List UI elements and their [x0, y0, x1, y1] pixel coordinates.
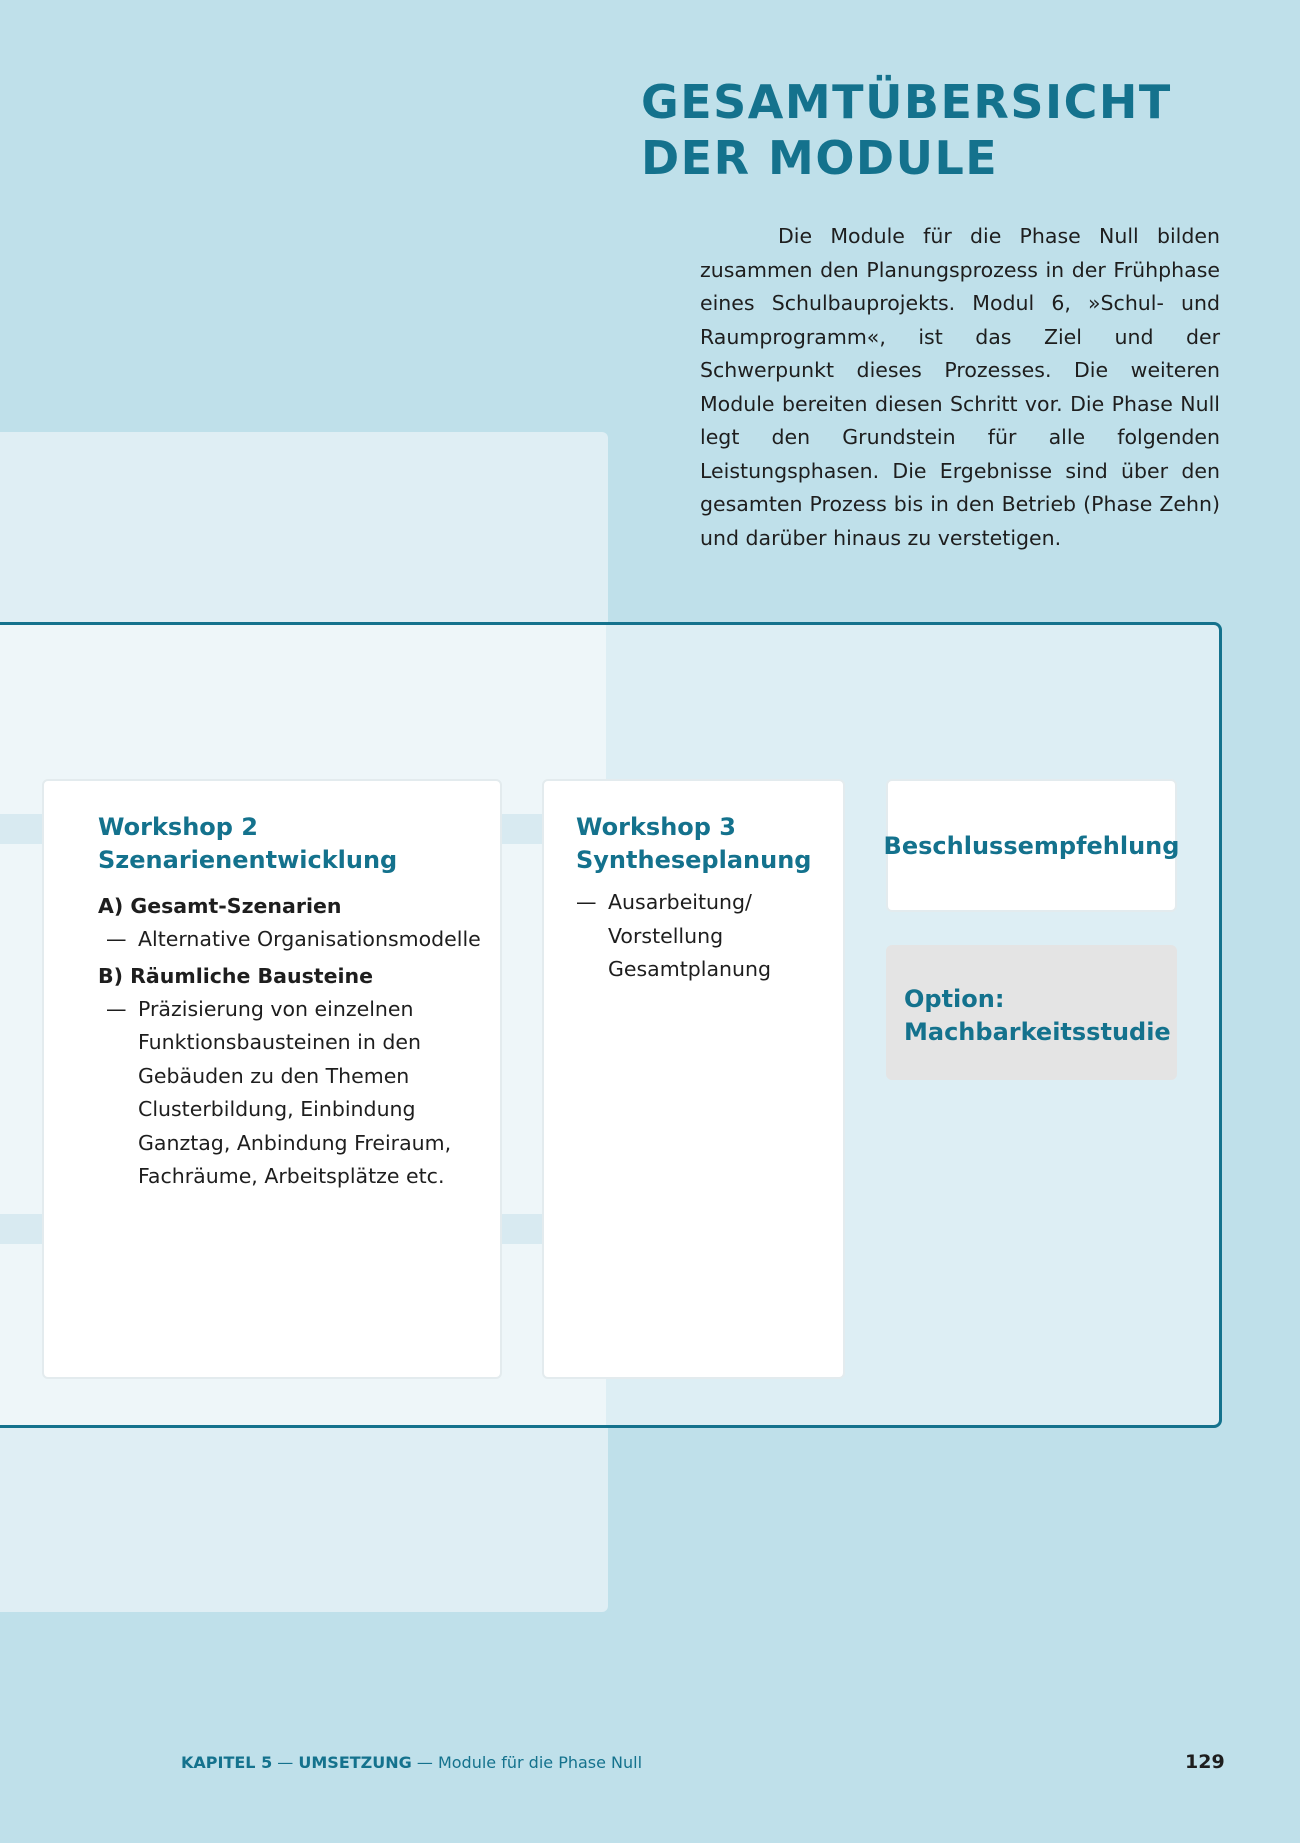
footer-chapter: KAPITEL 5 [181, 1753, 273, 1772]
option-card [886, 945, 1177, 1080]
list-item [536, 886, 796, 987]
footer-separator: — [272, 1753, 299, 1772]
running-footer [181, 1752, 642, 1774]
workshop-2-heading [98, 811, 488, 877]
section-b-heading: B) Räumliche Bausteine [98, 963, 374, 988]
workshop-3-title: Workshop 3 [576, 813, 736, 841]
list-item [98, 993, 488, 1194]
list-item-text: Ausarbeitung/ Vorstellung Gesamtplanung [608, 890, 772, 981]
list-item [98, 923, 488, 957]
page-number: 129 [1185, 1751, 1225, 1773]
footer-separator: — [411, 1753, 438, 1772]
workshop-2-card [42, 779, 502, 1379]
workshop-2-title: Workshop 2 [98, 813, 258, 841]
footer-subsection: Module für die Phase Null [437, 1753, 643, 1772]
dash-bullet: — [106, 996, 127, 1021]
footer-section: UMSETZUNG [298, 1753, 412, 1772]
section-a-heading: A) Gesamt-Szenarien [98, 894, 342, 918]
intro-paragraph: Die Module für die Phase Null bilden zusammen den Planungsprozess in der Frühphase eines Schulbauprojekts. Modul 6, »Schul- und Raumprogramm«, ist das Ziel und der Schwerpunkt dieses Prozesses. Die weiteren Module bereiten diesen Schritt vor. Die Phase Null legt den Grundstein für alle folgenden Leistungsphasen. Die Ergebnisse sind über den gesamten Prozess bis in den Betrieb (Phase Zehn) und darüber hinaus zu verstetigen. [700, 224, 1220, 550]
workshop-2-subtitle: Szenarienentwicklung [98, 846, 398, 874]
beschlussempfehlung-label: Beschlussempfehlung [883, 831, 1180, 860]
list-item-text: Präzisierung von einzelnen Funktionsbausteinen in den Gebäuden zu den Themen Clusterbildung, Einbindung Ganztag, Anbindung Freiraum, Fachräume, Arbeitsplätze etc. [138, 996, 452, 1188]
workshop-3-heading [536, 811, 812, 877]
page-title-line-2: DER MODULE [641, 131, 999, 185]
list-item-text: Alternative Organisationsmodelle [138, 927, 481, 951]
beschlussempfehlung-card [883, 779, 1180, 912]
workshop-3-subtitle: Syntheseplanung [576, 846, 812, 874]
dash-bullet: — [576, 890, 597, 914]
page-title-line-1: GESAMTÜBERSICHT [641, 75, 1172, 129]
option-title: Machbarkeitsstudie [904, 1018, 1171, 1046]
option-heading [904, 983, 1175, 1049]
dash-bullet: — [106, 927, 127, 951]
page-title [641, 74, 1261, 186]
workshop-3-card [542, 779, 845, 1379]
option-label: Option: [904, 985, 1005, 1013]
